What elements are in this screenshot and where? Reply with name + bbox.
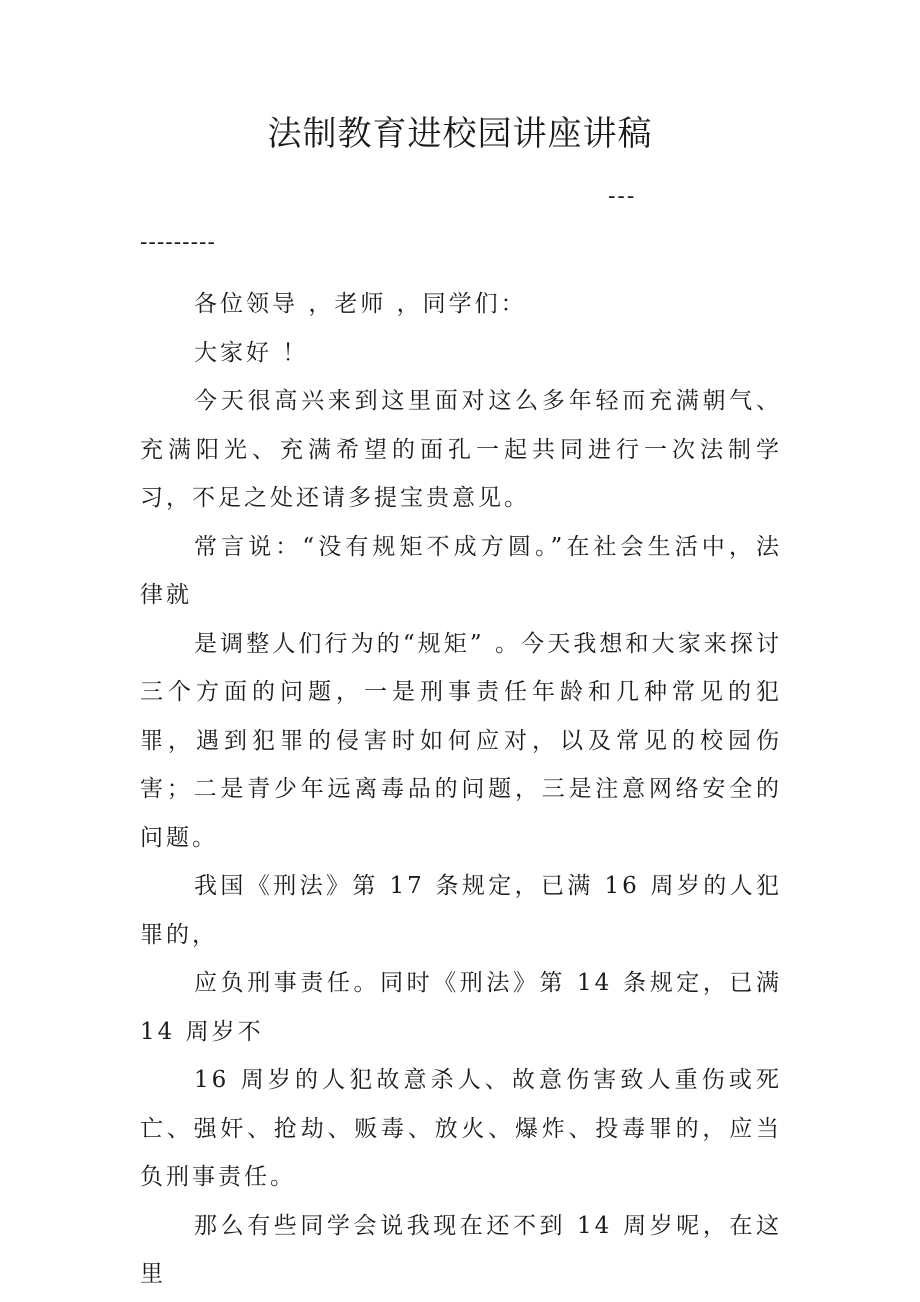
paragraph-under-14: 那么有些同学会说我现在还不到 14 周岁呢，在这里 — [140, 1212, 782, 1287]
document-title: 法制教育进校园讲座讲稿 — [267, 114, 653, 154]
author-dash-line: --- — [608, 184, 637, 209]
separator-dash-line: --------- — [140, 230, 216, 255]
paragraph-topics: 是调整人们行为的“规矩” 。今天我想和大家来探讨三个方面的问题，一是刑事责任年龄和几种常见的犯罪，遇到犯罪的侵害时如何应对，以及常见的校园伤害；二是青少年远离毒品的问题，三是注意网络安全的问题。 — [140, 630, 782, 851]
paragraph-hello: 大家好 ！ — [194, 339, 309, 366]
paragraph-saying: 常言说：“没有规矩不成方圆。”在社会生活中，法律就 — [140, 533, 782, 608]
paragraph-law-14: 应负刑事责任。同时《刑法》第 14 条规定，已满 14 周岁不 — [140, 970, 782, 1045]
paragraph-law-17: 我国《刑法》第 17 条规定，已满 16 周岁的人犯罪的， — [140, 873, 782, 948]
document-body — [140, 280, 782, 1299]
paragraph-greeting: 各位领导 ，老师 ，同学们： — [194, 291, 527, 317]
paragraph-crimes: 16 周岁的人犯故意杀人、故意伤害致人重伤或死亡、强奸、抢劫、贩毒、放火、爆炸、投毒罪的，应当负刑事责任。 — [140, 1067, 782, 1190]
paragraph-intro: 今天很高兴来到这里面对这么多年轻而充满朝气、充满阳光、充满希望的面孔一起共同进行一次法制学习，不足之处还请多提宝贵意见。 — [140, 388, 782, 511]
